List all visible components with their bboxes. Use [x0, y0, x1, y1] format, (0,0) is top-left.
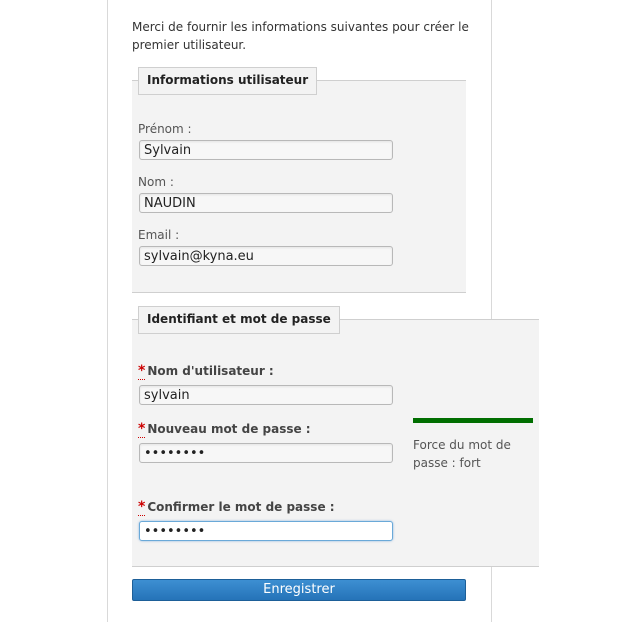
credentials-fieldset [132, 312, 539, 567]
required-marker: * [138, 421, 146, 437]
firstname-input[interactable] [139, 140, 393, 160]
user-info-fieldset [132, 73, 466, 293]
new-password-input[interactable] [139, 443, 393, 463]
credentials-legend: Identifiant et mot de passe [138, 306, 340, 334]
confirm-password-label [138, 499, 335, 515]
new-password-label-text: Nouveau mot de passe : [147, 422, 311, 436]
required-marker: * [138, 363, 146, 379]
username-label-text: Nom d'utilisateur : [147, 364, 274, 378]
confirm-password-label-text: Confirmer le mot de passe : [147, 500, 335, 514]
required-marker: * [138, 499, 146, 515]
firstname-label: Prénom : [138, 122, 192, 136]
intro-text: Merci de fournir les informations suivantes pour créer le premier utilisateur. [132, 20, 469, 52]
lastname-label: Nom : [138, 175, 174, 189]
lastname-input[interactable] [139, 193, 393, 213]
confirm-password-input[interactable] [139, 521, 393, 541]
password-strength-bar [413, 418, 533, 423]
username-input[interactable] [139, 385, 393, 405]
username-label [138, 363, 274, 379]
email-label: Email : [138, 228, 180, 242]
new-password-label [138, 421, 311, 437]
save-button[interactable]: Enregistrer [132, 579, 466, 601]
user-info-legend: Informations utilisateur [138, 67, 317, 95]
email-input[interactable] [139, 246, 393, 266]
password-strength-text: Force du mot de passe : fort [413, 438, 511, 470]
